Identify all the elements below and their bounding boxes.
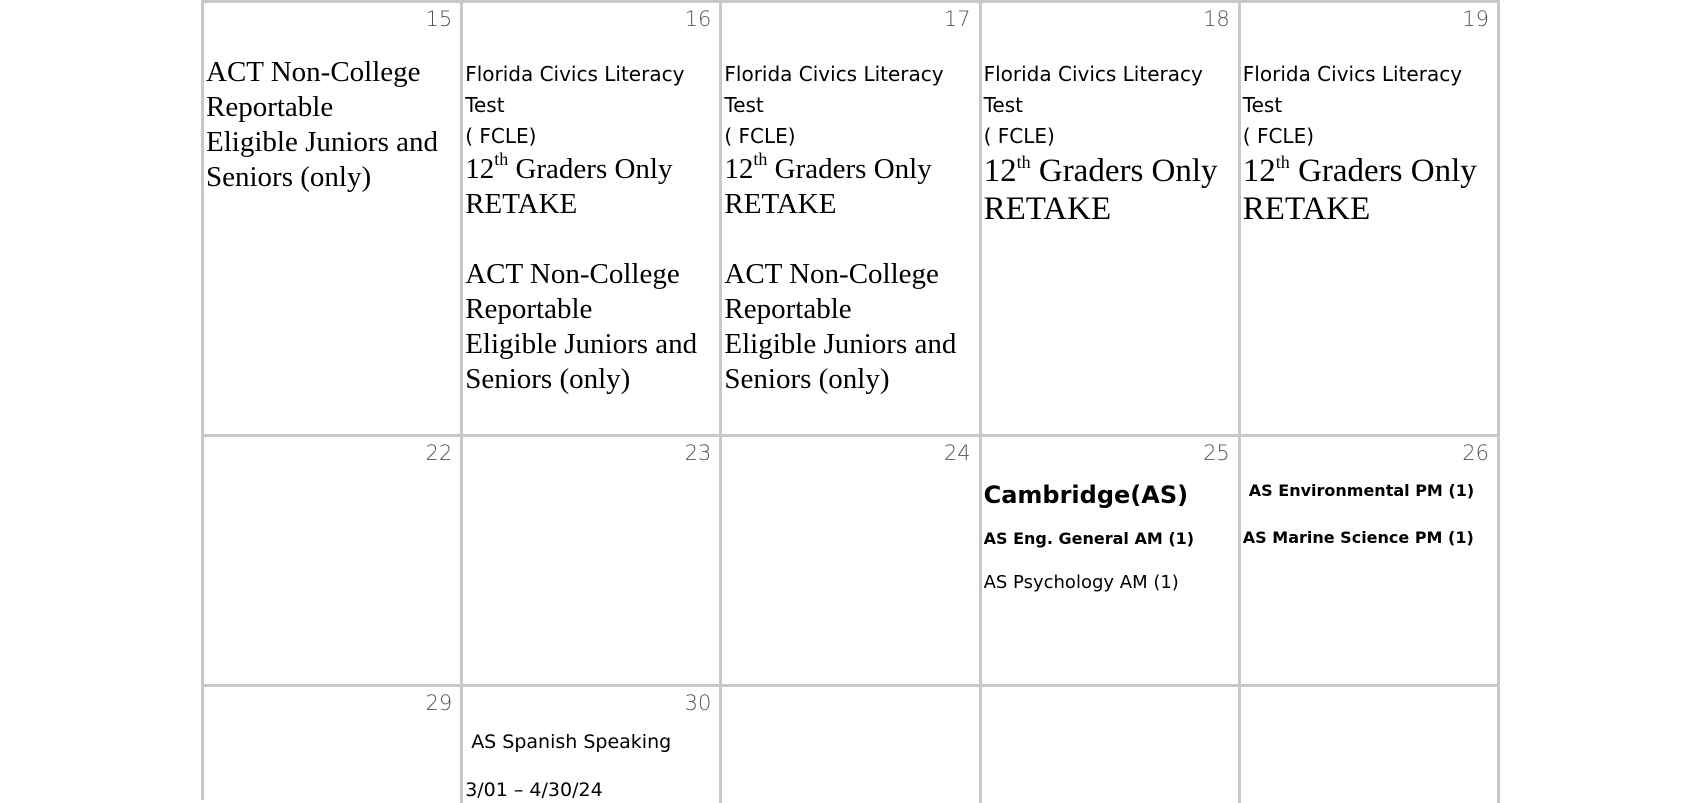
day-cell-22[interactable]: [204, 437, 463, 687]
exam-entry: AS Environmental PM (1): [1248, 481, 1475, 500]
day-number: 19: [1462, 7, 1489, 31]
act-event: ACT Non-College Reportable Eligible Juniors and Seniors (only): [465, 258, 698, 395]
day-cell-16[interactable]: [463, 3, 722, 437]
day-cell-25[interactable]: [982, 437, 1241, 687]
act-event: ACT Non-College Reportable Eligible Juniors and Seniors (only): [724, 258, 957, 395]
day-cell-23[interactable]: [463, 437, 722, 687]
fcle-event: Florida Civics Literacy Test ( FCLE): [1242, 62, 1463, 148]
day-cell-29[interactable]: [204, 687, 463, 803]
day-cell-30[interactable]: [463, 687, 722, 803]
day-number: 22: [425, 441, 453, 465]
day-cell-empty[interactable]: [722, 687, 981, 803]
exam-entry: AS Marine Science PM (1): [1242, 528, 1474, 547]
day-number: 26: [1462, 441, 1489, 465]
calendar-grid: [201, 0, 1500, 800]
exam-entry: AS Eng. General AM (1): [983, 529, 1195, 548]
date-range: 3/01 – 4/30/24: [465, 779, 603, 801]
day-cell-15[interactable]: [204, 3, 463, 437]
graders-note: 12th Graders Only: [724, 149, 932, 185]
day-cell-24[interactable]: [722, 437, 981, 687]
retake-label: RETAKE: [724, 188, 837, 220]
graders-note: 12th Graders Only: [465, 149, 673, 185]
day-cell-empty[interactable]: [982, 687, 1241, 803]
day-number: 15: [425, 7, 453, 31]
day-cell-19[interactable]: [1241, 3, 1500, 437]
fcle-event: Florida Civics Literacy Test ( FCLE): [465, 62, 685, 148]
day-number: 18: [1203, 7, 1230, 31]
retake-label: RETAKE: [1242, 191, 1371, 227]
day-cell-empty[interactable]: [1241, 687, 1500, 803]
cambridge-heading: Cambridge(AS): [983, 481, 1189, 509]
fcle-event: Florida Civics Literacy Test ( FCLE): [724, 62, 944, 148]
day-number: 16: [684, 7, 712, 31]
day-number: 30: [684, 691, 712, 715]
day-number: 29: [425, 691, 453, 715]
retake-label: RETAKE: [465, 188, 578, 220]
day-number: 25: [1203, 441, 1230, 465]
fcle-event: Florida Civics Literacy Test ( FCLE): [983, 62, 1203, 148]
graders-note: 12th Graders Only: [983, 152, 1218, 189]
retake-label: RETAKE: [983, 191, 1112, 227]
day-number: 24: [943, 441, 971, 465]
act-event: ACT Non-College Reportable Eligible Juniors and Seniors (only): [206, 56, 438, 193]
day-cell-18[interactable]: [982, 3, 1241, 437]
day-number: 17: [943, 7, 971, 31]
day-cell-17[interactable]: [722, 3, 981, 437]
graders-note: 12th Graders Only: [1242, 152, 1477, 189]
exam-entry: AS Spanish Speaking: [471, 731, 672, 753]
day-cell-26[interactable]: [1241, 437, 1500, 687]
exam-entry: AS Psychology AM (1): [983, 572, 1179, 593]
day-number: 23: [684, 441, 712, 465]
